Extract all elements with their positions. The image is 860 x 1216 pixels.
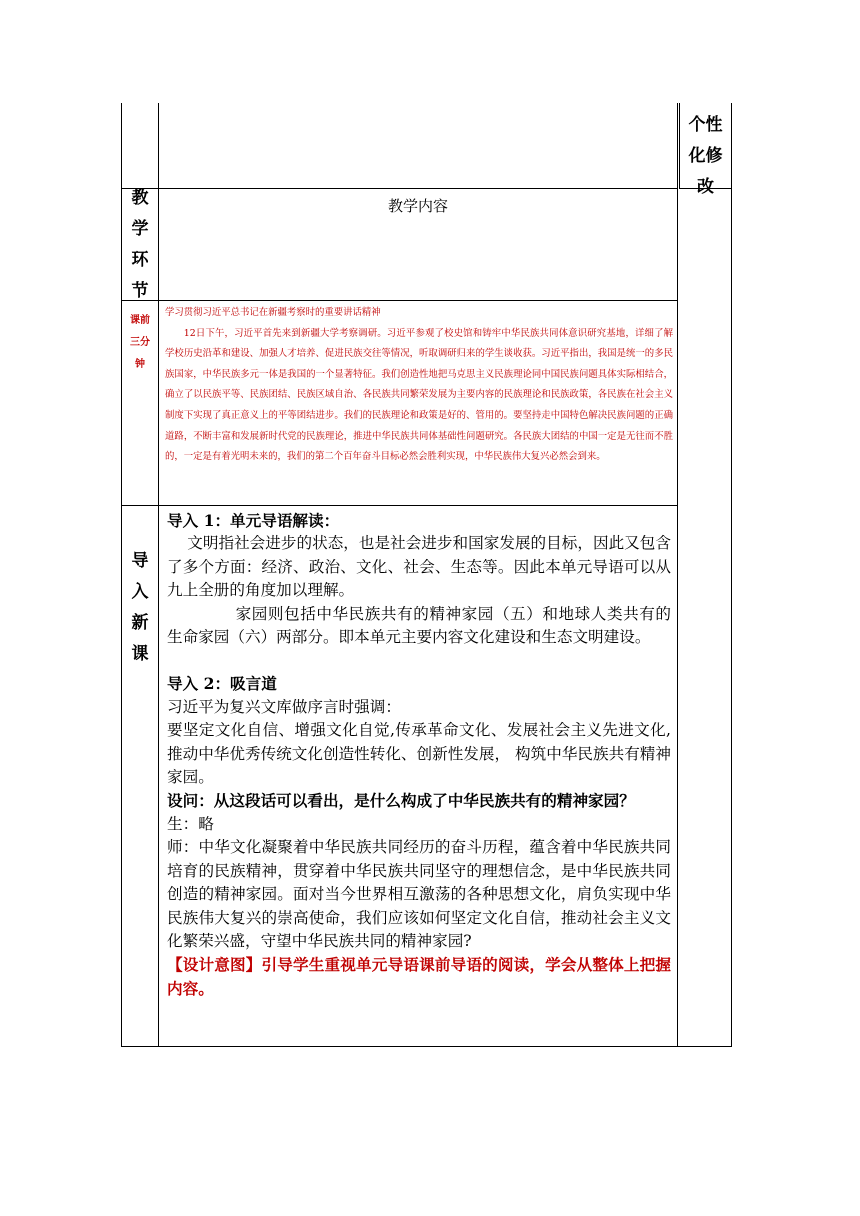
teaching-content-header: 教学内容 <box>387 197 448 215</box>
intro2-line: 习近平为复兴文库做序言时强调： <box>167 697 401 716</box>
student-answer: 生：略 <box>167 814 214 833</box>
intro1-paragraph-1: 文明指社会进步的状态，也是社会进步和国家发展的目标，因此又包含了多个方面：经济、政治、文化、社会、生态等。因此本单元导语可以从九上全册的角度加以理解。 <box>167 534 671 600</box>
teaching-stage-header: 教 学 环 节 <box>131 187 149 301</box>
intro2-heading: 导入 2：吸言道 <box>167 674 277 694</box>
intro1-heading: 导入 1：单元导语解读： <box>167 511 340 530</box>
intro1-paragraph-2: 家园则包括中华民族共有的精神家园（五）和地球人类共有的生命家园（六）两部分。即本单元主要内容文化建设和生态文明建设。 <box>167 604 671 647</box>
intro2-quote: 要坚定文化自信、增强文化自觉,传承革命文化、发展社会主义先进文化,推动中华优秀传统文化创造性转化、创新性发展， 构筑中华民族共有精神家园。 <box>167 721 671 787</box>
table-border-right <box>731 188 732 1047</box>
intro-content <box>159 506 677 1046</box>
warmup-stage-label: 课前 三分 钟 <box>130 315 150 370</box>
personal-modification-label: 个性 化修 改 <box>688 115 723 197</box>
warmup-title: 学习贯彻习近平总书记在新疆考察时的重要讲话精神 <box>165 307 381 318</box>
design-intent: 【设计意图】引导学生重视单元导语课前导语的阅读，学会从整体上把握内容。 <box>167 955 671 998</box>
table-border-bottom <box>121 1046 732 1047</box>
intro-stage-label: 导 入 新 课 <box>131 551 149 664</box>
teacher-answer: 师：中华文化凝聚着中华民族共同经历的奋斗历程，蕴含着中华民族共同培育的民族精神，贯穿着中华民族共同坚守的理想信念，是中华民族共同创造的精神家园。面对当今世界相互激荡的各种思想文化，肩负实现中华民族伟大复兴的崇高使命，我们应该如何坚定文化自信，推动社会主义文化繁荣兴盛，守望中华民族共同的精神家园? <box>167 838 671 950</box>
warmup-paragraph: 12日下午，习近平首先来到新疆大学考察调研。习近平参观了校史馆和铸牢中华民族共同体意识研究基地，详细了解学校历史沿革和建设、加强人才培养、促进民族交往等情况，听取调研归来的学生谈收获。习近平指出，我国是统一的多民族国家，中华民族多元一体是我国的一个显著特征。我们创造性地把马克思主义民族理论同中国民族问题具体实际相结合，确立了以民族平等、民族团结、民族区域自治、各民族共同繁荣发展为主要内容的民族理论和民族政策，各民族在社会主义制度下实现了真正意义上的平等团结进步。我们的民族理论和政策是好的、管用的。要坚持走中国特色解决民族问题的正确道路，不断丰富和发展新时代党的民族理论，推进中华民族共同体基础性问题研究。各民族大团结的中国一定是无往而不胜的，一定是有着光明未来的，我们的第二个百年奋斗目标必然会胜利实现，中华民族伟大复兴必然会到来。 <box>165 327 673 463</box>
warmup-news-text <box>159 301 677 505</box>
spacer <box>167 649 671 672</box>
question-text: 设问：从这段话可以看出，是什么构成了中华民族共有的精神家园？ <box>167 791 635 811</box>
personal-cell-right <box>731 103 732 188</box>
table-border-content-right <box>677 103 678 1047</box>
